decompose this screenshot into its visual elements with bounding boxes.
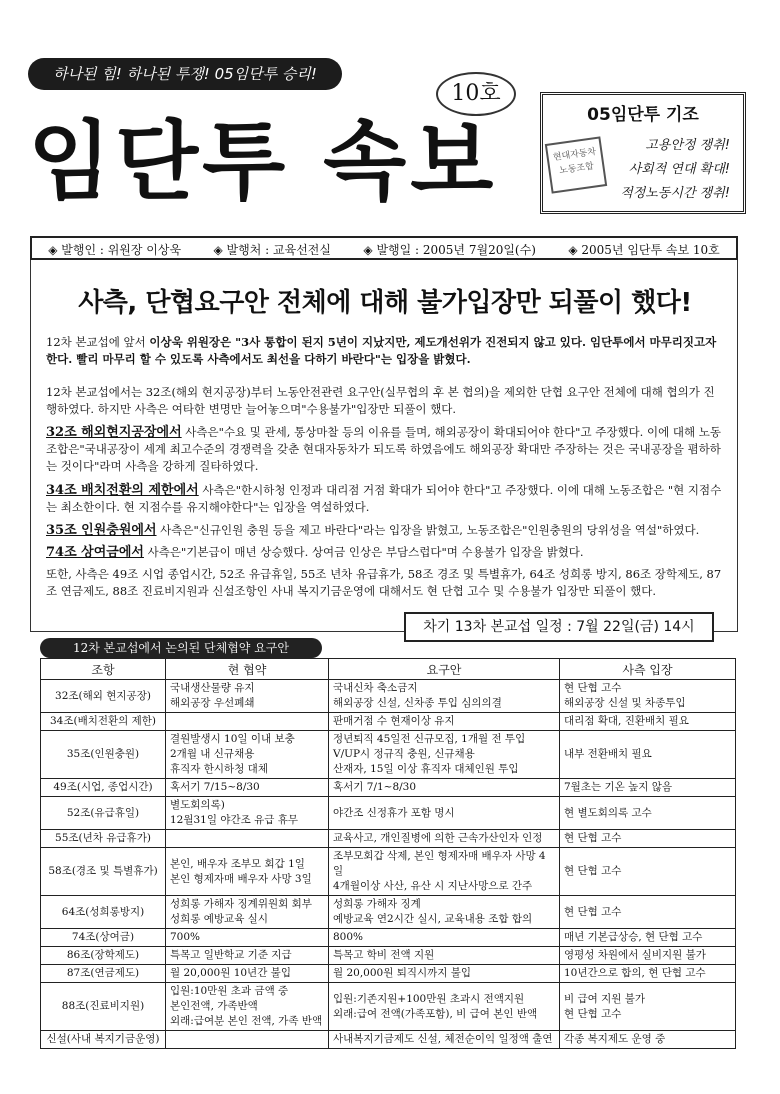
demand-cell <box>329 830 560 848</box>
item-74: 74조 상여금에서 사측은"기본급이 매년 상승했다. 상여금 인상은 부담스럽다"며 수용불가 입장을 밝혔다. <box>46 545 584 560</box>
cell-line: 별도회의록) <box>170 799 225 811</box>
cell-line: 조부모회갑 삭제, 본인 형제자매 배우자 사망 4일 <box>333 850 546 877</box>
company-cell <box>560 848 736 896</box>
cell-line: 58조(경조 및 특별휴가) <box>48 865 158 877</box>
headline: 사측, 단협요구안 전체에 대해 불가입장만 되풀이 했다! <box>78 288 692 318</box>
table-row <box>41 983 736 1031</box>
principle-line: 사회적 연대 확대! <box>628 162 730 177</box>
table-row <box>41 848 736 896</box>
cell-line: 입원:10만원 초과 금액 중 <box>170 985 289 997</box>
cell-line: 현 별도회의록 고수 <box>564 806 652 819</box>
cell-line: 해외공장 신설, 신차종 투입 심의의결 <box>333 697 502 709</box>
cell-line: 본인전액, 가족반액 <box>170 1000 258 1012</box>
company-cell <box>560 680 736 713</box>
cell-line: 특목고 학비 전액 지원 <box>333 949 435 961</box>
article-cell <box>41 896 166 929</box>
cell-line: 국내생산물량 유지 <box>170 682 255 694</box>
cell-line: 12월31일 야간조 유급 휴무 <box>170 814 299 826</box>
current-cell <box>166 983 329 1031</box>
article-cell <box>41 848 166 896</box>
cell-line: 결원발생시 10일 이내 보충 <box>170 733 295 745</box>
demand-cell <box>329 731 560 779</box>
cell-line: 휴직자 한시하청 대체 <box>170 763 268 775</box>
cell-line: 7월초는 기온 높지 않음 <box>564 781 672 793</box>
cell-line: 비 급여 지원 불가 <box>564 992 646 1005</box>
article-cell <box>41 680 166 713</box>
current-cell <box>166 1031 329 1049</box>
cell-line: 2개월 내 신규채용 <box>170 748 255 760</box>
current-cell <box>166 848 329 896</box>
item-32: 32조 해외현지공장에서 사측은"수요 및 관세, 통상마찰 등의 이유를 들며, 해외공장이 확대되어야 한다"고 주장했다. 이에 대해 노동조합은"국내공장이 세계 최고수준의 경쟁력을 갖춘 현대자동차가 되도록 하였음에도 해외공장 확대만 주장하는 것은 국내공장을 폄하하는 것이다"라며 사측을 강하게 질타하였다. <box>46 425 721 473</box>
demand-cell <box>329 848 560 896</box>
cell-line: 특목고 일반학교 기준 지급 <box>170 949 292 961</box>
company-cell <box>560 779 736 797</box>
demand-cell <box>329 965 560 983</box>
company-cell <box>560 896 736 929</box>
cell-line: 대리점 확대, 진환배치 필요 <box>564 715 689 727</box>
cell-line: 신설(사내 복지기금운영) <box>46 1033 160 1045</box>
cell-line: 74조(상여금) <box>71 931 135 943</box>
publisher: ◈ 발행인 : 위원장 이상욱 <box>48 243 182 257</box>
demand-cell <box>329 896 560 929</box>
company-cell <box>560 1031 736 1049</box>
cell-line: 혹서기 7/1~8/30 <box>333 781 417 793</box>
cell-line: 52조(유급휴일) <box>66 806 140 819</box>
demand-cell <box>329 779 560 797</box>
cell-line: 월 20,000원 퇴직시까지 불입 <box>333 967 472 979</box>
cell-line: 외래:급여분 본인 전액, 가족 반액 <box>170 1015 323 1027</box>
article-cell <box>41 731 166 779</box>
demand-cell <box>329 929 560 947</box>
cell-line: 현 단협 고수 <box>564 682 622 694</box>
current-cell <box>166 797 329 830</box>
cell-line: 사내복지기금제도 신설, 체전순이익 일정액 출연 <box>333 1033 553 1045</box>
company-cell <box>560 797 736 830</box>
table-header-row <box>41 659 736 680</box>
cell-line: 86조(장학제도) <box>66 949 140 961</box>
cell-line: 32조(해외 현지공장) <box>55 689 151 702</box>
cell-line: 800% <box>333 931 364 943</box>
cell-line: 49조(시업, 종업시간) <box>53 781 153 793</box>
masthead-title: 임단투 속보 <box>28 112 498 212</box>
cell-line: 현 단협 고수 <box>564 832 622 844</box>
company-cell <box>560 947 736 965</box>
cell-line: 내부 전환배치 필요 <box>564 748 652 760</box>
cell-line: 야간조 신정휴가 포함 명시 <box>333 806 455 819</box>
table-row <box>41 947 736 965</box>
cell-line: 혹서기 7/15~8/30 <box>170 781 260 793</box>
current-cell <box>166 947 329 965</box>
demand-cell <box>329 1031 560 1049</box>
cell-line: 입원:기존지원+100만원 초과시 전액지원 <box>333 992 525 1005</box>
company-cell <box>560 731 736 779</box>
cell-line: 교육사고, 개인질병에 의한 근속가산인자 인정 <box>333 832 543 844</box>
cell-line: 55조(년차 유급휴가) <box>55 832 151 844</box>
table-row <box>41 731 736 779</box>
current-cell <box>166 896 329 929</box>
issue-number: 10호 <box>436 72 516 116</box>
principle-line: 적정노동시간 쟁취! <box>620 186 730 201</box>
closing-paragraph: 또한, 사측은 49조 시업 종업시간, 52조 유급휴일, 55조 년차 유급휴가, 58조 경조 및 특별휴가, 64조 성희롱 방지, 86조 장학제도, 87조 연금제도, 88조 진료비지원과 신설조항인 사내 복지기금운영에 대해서도 현 단협 고수 및 수용불가 입장만 되풀이 했다. <box>46 567 722 598</box>
body-paragraph: 12차 본교섭에서는 32조(해외 현지공장)부터 노동안전관련 요구안(실무협의 후 본 협의)을 제외한 단협 요구안 전체에 대해 협의가 진행하였다. 하지만 사측은 여타한 변명만 늘어놓으며"수용불가"입장만 되풀이 했다. <box>46 385 715 416</box>
company-cell <box>560 713 736 731</box>
slogan-banner: 하나된 힘! 하나된 투쟁! 05임단투 승리! <box>28 58 342 90</box>
table-row <box>41 779 736 797</box>
cell-line: 34조(배치전환의 제한) <box>49 715 157 727</box>
cell-line: 성희롱 가해자 징계위원회 회부 <box>170 898 312 910</box>
current-cell <box>166 713 329 731</box>
cell-line: 본인, 배우자 조부모 회갑 1일 <box>170 857 305 870</box>
article-cell <box>41 713 166 731</box>
col-header-article: 조항 <box>41 659 166 680</box>
demand-cell <box>329 947 560 965</box>
cell-line: 성희롱 예방교육 실시 <box>170 913 268 925</box>
article-cell <box>41 965 166 983</box>
cell-line: 4개월이상 사산, 유산 시 지난사망으로 간주 <box>333 880 533 892</box>
next-meeting-box: 차기 13차 본교섭 일정 : 7월 22일(금) 14시 <box>404 612 714 642</box>
article-cell <box>41 779 166 797</box>
principles-title: 05임단투 기조 <box>587 105 699 125</box>
company-cell <box>560 929 736 947</box>
cell-line: 산재자, 15일 이상 휴직자 대체인원 투입 <box>333 763 519 775</box>
table-row <box>41 1031 736 1049</box>
company-cell <box>560 830 736 848</box>
current-cell <box>166 680 329 713</box>
cell-line: 현 단협 고수 <box>564 865 622 877</box>
cell-line: 35조(인원충원) <box>66 748 140 760</box>
table-row <box>41 896 736 929</box>
article-cell <box>41 1031 166 1049</box>
article-cell <box>41 830 166 848</box>
table-row <box>41 713 736 731</box>
demand-cell <box>329 983 560 1031</box>
intro-paragraph: 12차 본교섭에 앞서 이상욱 위원장은 "3사 통합이 된지 5년이 지났지만, 제도개선위가 진전되지 않고 있다. 임단투에서 마무리짓고자한다. 빨리 마무리 할 수 있도록 사측에서도 최선을 다하기 바란다"는 입장을 밝혔다. <box>46 335 717 366</box>
article-cell <box>41 797 166 830</box>
cell-line: 현 단협 고수 <box>564 905 622 918</box>
union-stamp: 현대자동차 노동조합 <box>545 136 607 193</box>
cell-line: 해외공장 신설 및 차종투입 <box>564 697 686 709</box>
cell-line: 각종 복지제도 운영 중 <box>564 1033 666 1045</box>
cell-line: 해외공장 우선폐쇄 <box>170 697 255 709</box>
issue-date: ◈ 발행일 : 2005년 7월20일(수) <box>363 243 536 257</box>
table-row <box>41 797 736 830</box>
col-header-demand: 요구안 <box>329 659 560 680</box>
cell-line: 월 20,000원 10년간 불입 <box>170 967 291 979</box>
cell-line: 영평성 차원에서 실비지원 불가 <box>564 949 706 961</box>
current-cell <box>166 731 329 779</box>
cell-line: 판매거점 수 현재이상 유지 <box>333 715 455 727</box>
cell-line: 본인 형제자매 배우자 사망 3일 <box>170 872 312 885</box>
cell-line: 매년 기본급상승, 현 단협 고수 <box>564 931 703 943</box>
item-35: 35조 인원충원에서 사측은"신규인원 충원 등을 제고 바란다"라는 입장을 밝혔고, 노동조합은"인원충원의 당위성을 역설"하였다. <box>46 523 700 538</box>
cell-line: 예방교육 연2시간 실시, 교육내용 조합 합의 <box>333 913 533 925</box>
company-cell <box>560 983 736 1031</box>
table-row <box>41 965 736 983</box>
cell-line: 64조(성희롱방지) <box>61 905 145 918</box>
col-header-company: 사측 입장 <box>560 659 736 680</box>
cell-line: 성희롱 가해자 징계 <box>333 898 421 910</box>
article-cell <box>41 983 166 1031</box>
publication-info-bar <box>30 236 738 260</box>
cell-line: 국내신차 축소금지 <box>333 682 418 694</box>
demand-cell <box>329 797 560 830</box>
principle-line: 고용안정 쟁취! <box>645 138 730 153</box>
table-row <box>41 830 736 848</box>
cell-line: 10년간으로 합의, 현 단협 고수 <box>564 967 706 979</box>
table-row <box>41 929 736 947</box>
cell-line: 700% <box>170 931 201 943</box>
table-title: 12차 본교섭에서 논의된 단체협약 요구안 <box>40 638 322 658</box>
cell-line: 87조(연금제도) <box>66 967 140 979</box>
cell-line: V/UP시 정규직 충원, 신규채용 <box>333 748 475 760</box>
item-34: 34조 배치전환의 제한에서 사측은"한시하청 인정과 대리점 거점 확대가 되어야 한다"고 주장했다. 이에 대해 노동조합은 "현 지점수는 최소한이다. 현 지점수를 유지해야한다"는 입장을 역설하였다. <box>46 483 722 514</box>
col-header-current: 현 협약 <box>166 659 329 680</box>
table-row <box>41 680 736 713</box>
cell-line: 현 단협 고수 <box>564 1007 622 1020</box>
issue-label: ◈ 2005년 임단투 속보 10호 <box>568 243 720 257</box>
demand-cell <box>329 713 560 731</box>
cell-line: 정년퇴직 45일전 신규모집, 1개월 전 투입 <box>333 733 526 745</box>
cell-line: 88조(진료비지원) <box>61 1000 145 1012</box>
current-cell <box>166 965 329 983</box>
issuing-office: ◈ 발행처 : 교육선전실 <box>213 243 331 257</box>
demands-table <box>40 658 736 1049</box>
current-cell <box>166 830 329 848</box>
cell-line: 외래:급여 전액(가족포함), 비 급여 본인 반액 <box>333 1007 538 1020</box>
demand-cell <box>329 680 560 713</box>
current-cell <box>166 779 329 797</box>
company-cell <box>560 965 736 983</box>
current-cell <box>166 929 329 947</box>
article-cell <box>41 947 166 965</box>
article-cell <box>41 929 166 947</box>
